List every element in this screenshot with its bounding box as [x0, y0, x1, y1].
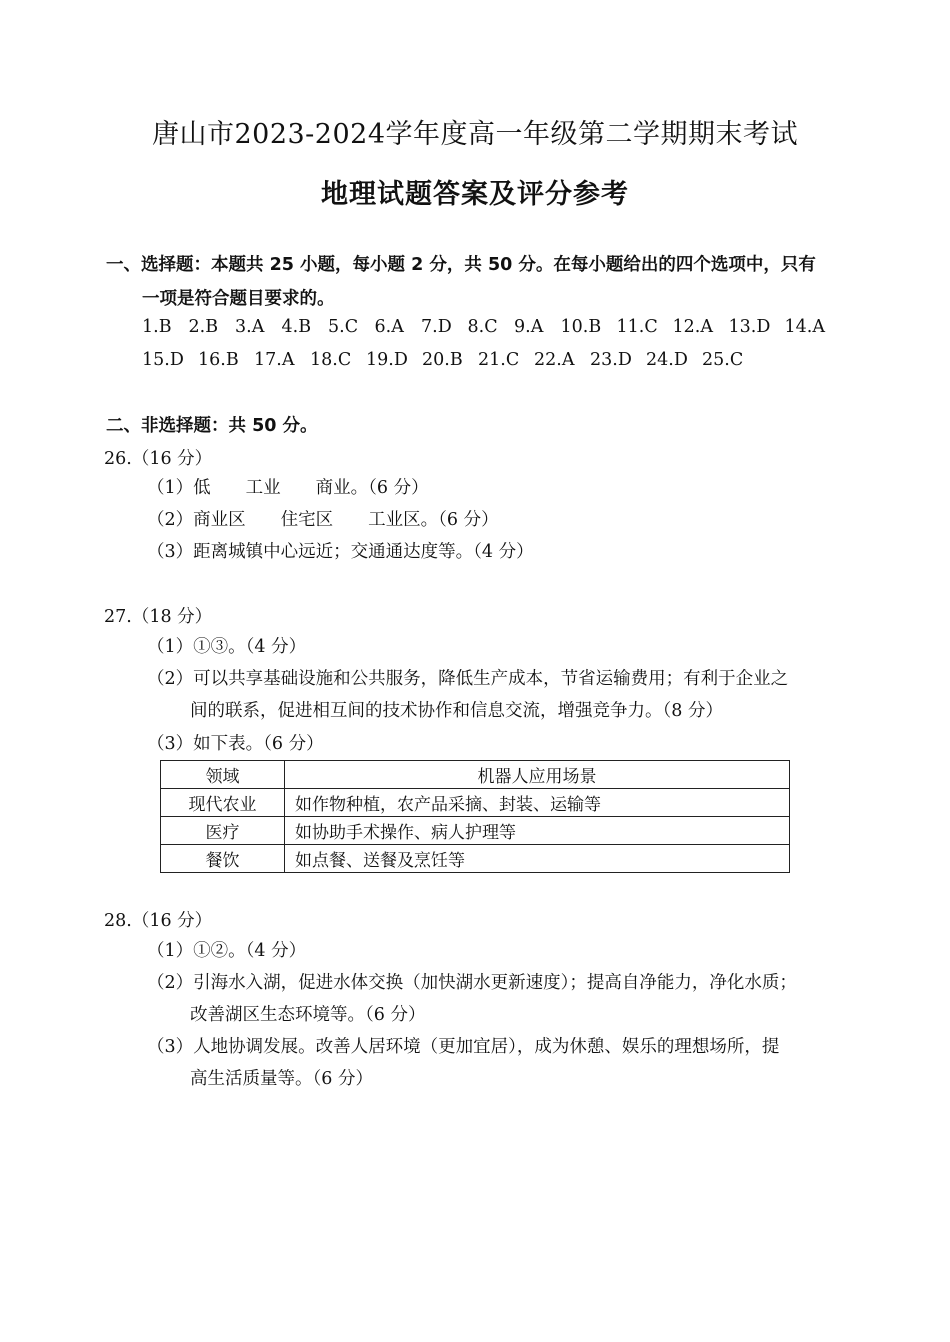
q26-part3: （3）距离城镇中心远近；交通通达度等。（4 分）: [147, 542, 534, 562]
table-cell-field: 医疗: [161, 817, 285, 845]
answer-item: 16.B: [198, 350, 239, 370]
q27-part3: （3）如下表。（6 分）: [147, 734, 324, 754]
q27-part2-line2: 间的联系，促进相互间的技术协作和信息交流，增强竞争力。（8 分）: [190, 701, 723, 721]
q28-part3-line2: 高生活质量等。（6 分）: [190, 1069, 373, 1089]
q26-part1: （1）低 工业 商业。（6 分）: [147, 478, 429, 498]
answer-item: 9.A: [514, 317, 544, 337]
robot-application-table: [160, 760, 790, 873]
q28-part1: （1）①②。（4 分）: [147, 941, 307, 961]
answer-item: 4.B: [281, 317, 312, 337]
q27-part1: （1）①③。（4 分）: [147, 637, 307, 657]
choice-answers: [142, 311, 841, 377]
exam-title: 唐山市2023-2024学年度高一年级第二学期期末考试: [151, 119, 799, 150]
answer-item: 15.D: [142, 350, 184, 370]
answer-item: 3.A: [235, 317, 265, 337]
answer-item: 17.A: [254, 350, 295, 370]
answer-item: 13.D: [728, 317, 771, 337]
answer-item: 22.A: [534, 350, 575, 370]
answers-row-2: [142, 344, 841, 377]
answer-item: 19.D: [366, 350, 408, 370]
answer-item: 25.C: [702, 350, 744, 370]
document-subtitle: 地理试题答案及评分参考: [321, 179, 629, 210]
section1-heading: [106, 248, 816, 316]
answer-item: 18.C: [310, 350, 352, 370]
table-cell-field: 餐饮: [161, 845, 285, 873]
table-cell-scenario: 如作物种植，农产品采摘、封装、运输等: [285, 789, 790, 817]
q28-part2-line2: 改善湖区生态环境等。（6 分）: [190, 1005, 426, 1025]
q27-part2: [147, 663, 857, 727]
q28-label: 28.（16 分）: [104, 911, 213, 931]
q27-label: 27.（18 分）: [104, 607, 213, 627]
table-cell-scenario: 如点餐、送餐及烹饪等: [285, 845, 790, 873]
answer-item: 10.B: [560, 317, 602, 337]
q26-part2: （2）商业区 住宅区 工业区。（6 分）: [147, 510, 499, 530]
table-header-cell: 机器人应用场景: [285, 761, 790, 789]
table-row: [161, 817, 790, 845]
answer-item: 5.C: [328, 317, 359, 337]
answer-item: 20.B: [422, 350, 463, 370]
table-header-cell: 领域: [161, 761, 285, 789]
q28-part2: [147, 967, 857, 1031]
section1-heading-line1: 一、选择题：本题共 25 小题，每小题 2 分，共 50 分。在每小题给出的四个选项中，只有: [106, 255, 816, 275]
answer-item: 23.D: [590, 350, 632, 370]
answer-item: 8.C: [467, 317, 498, 337]
section2-heading: 二、非选择题：共 50 分。: [106, 416, 318, 436]
answer-item: 24.D: [646, 350, 688, 370]
answer-item: 1.B: [142, 317, 172, 337]
answer-item: 14.A: [784, 317, 825, 337]
q27-part2-line1: （2）可以共享基础设施和公共服务，降低生产成本，节省运输费用；有利于企业之: [147, 669, 789, 689]
q28-part3: [147, 1031, 857, 1095]
answer-item: 12.A: [672, 317, 713, 337]
q26-label: 26.（16 分）: [104, 449, 213, 469]
q28-part2-line1: （2）引海水入湖，促进水体交换（加快湖水更新速度）；提高自净能力，净化水质；: [147, 973, 797, 993]
answers-row-1: [142, 311, 841, 344]
answer-item: 2.B: [188, 317, 219, 337]
table-cell-scenario: 如协助手术操作、病人护理等: [285, 817, 790, 845]
answer-item: 21.C: [478, 350, 520, 370]
section1-heading-line2: 一项是符合题目要求的。: [142, 289, 335, 309]
answer-item: 6.A: [374, 317, 404, 337]
table-row: [161, 845, 790, 873]
table-cell-field: 现代农业: [161, 789, 285, 817]
q28-part3-line1: （3）人地协调发展。改善人居环境（更加宜居），成为休憩、娱乐的理想场所，提: [147, 1037, 780, 1057]
table-header-row: [161, 761, 790, 789]
table-row: [161, 789, 790, 817]
answer-item: 7.D: [421, 317, 452, 337]
answer-item: 11.C: [616, 317, 658, 337]
